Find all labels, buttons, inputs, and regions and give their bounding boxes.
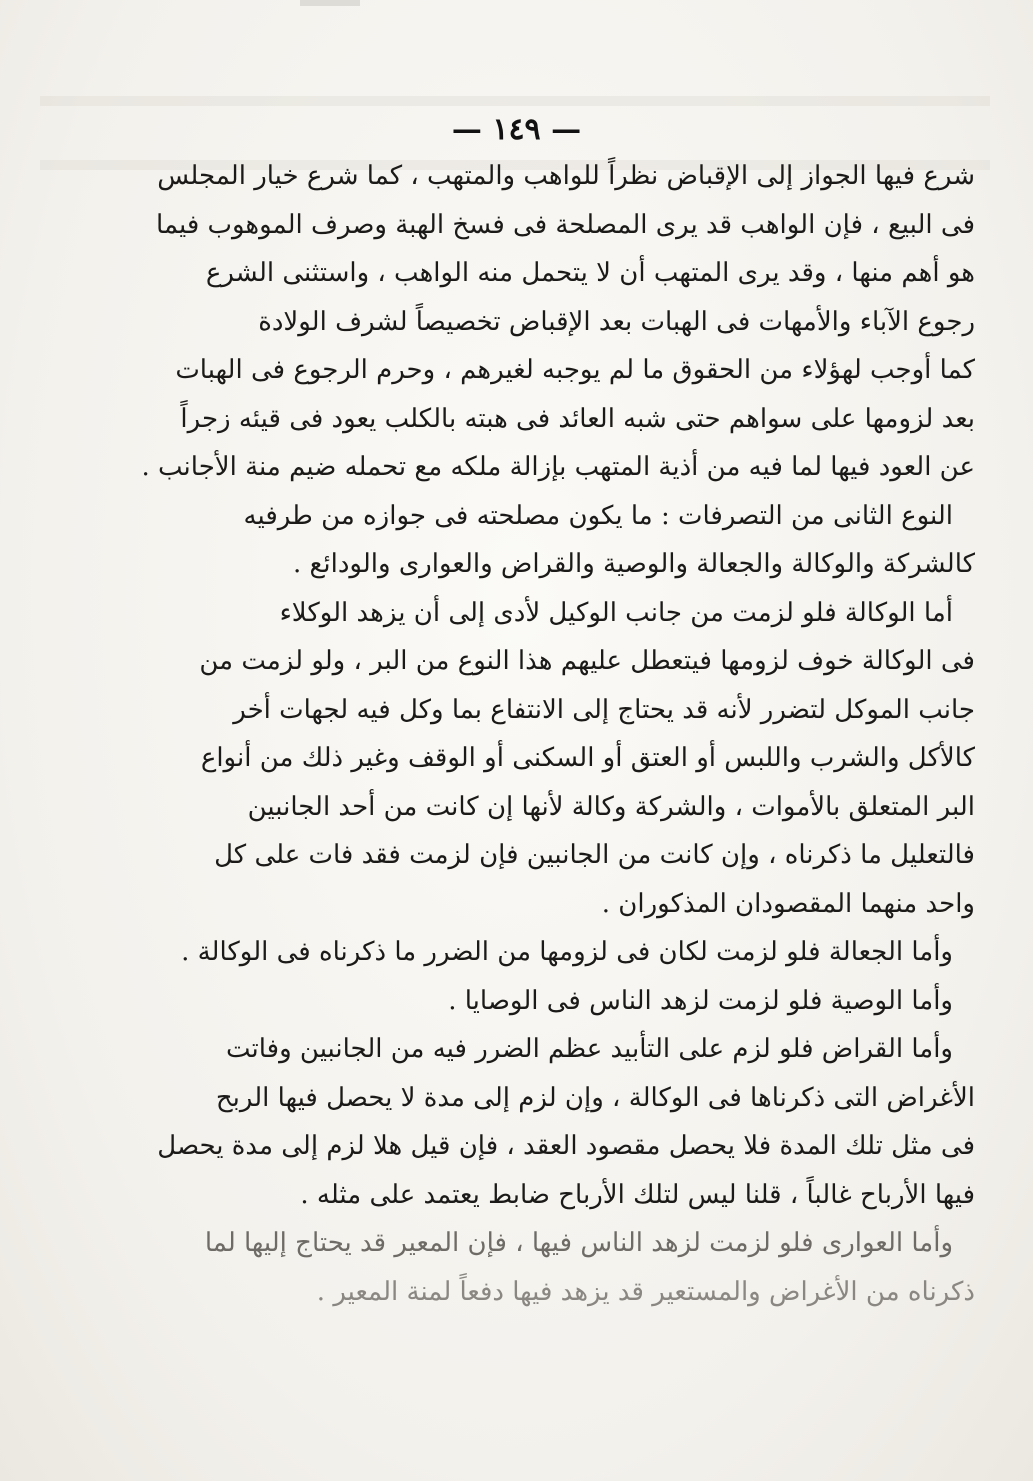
body-text xyxy=(70,152,975,1316)
text-line: شرع فيها الجواز إلى الإقباض نظراً للواهب والمتهب ، كما شرع خيار المجلس xyxy=(157,161,975,191)
text-line: البر المتعلق بالأموات ، والشركة وكالة لأنها إن كانت من أحد الجانبين xyxy=(247,791,975,822)
text-line: هو أهم منها ، وقد يرى المتهب أن لا يتحمل منه الواهب ، واستثنى الشرع xyxy=(205,258,975,288)
text-line: فيها الأرباح غالباً ، قلنا ليس لتلك الأرباح ضابط يعتمد على مثله . xyxy=(300,1179,975,1210)
text-line: رجوع الآباء والأمهات فى الهبات بعد الإقباض تخصيصاً لشرف الولادة xyxy=(258,306,975,337)
text-line: كما أوجب لهؤلاء من الحقوق ما لم يوجبه لغيرهم ، وحرم الرجوع فى الهبات xyxy=(175,355,975,385)
text-line: وأما القراض فلو لزم على التأبيد عظم الضرر فيه من الجانبين وفاتت xyxy=(225,1034,953,1064)
bleed-through-mark xyxy=(300,0,360,6)
text-line: واحد منهما المقصودان المذكوران . xyxy=(601,888,975,919)
text-line: جانب الموكل لتضرر لأنه قد يحتاج إلى الانتفاع بما وكل فيه لجهات أخر xyxy=(233,694,975,725)
text-line: فى الوكالة خوف لزومها فيتعطل عليهم هذا النوع من البر ، ولو لزمت من xyxy=(199,646,975,676)
page-number: — ١٤٩ — xyxy=(451,112,582,147)
text-line: الأغراض التى ذكرناها فى الوكالة ، وإن لزم إلى مدة لا يحصل فيها الربح xyxy=(215,1082,975,1113)
text-line: فالتعليل ما ذكرناه ، وإن كانت من الجانبين فإن لزمت فقد فات على كل xyxy=(214,840,975,870)
text-line: عن العود فيها لما فيه من أذية المتهب بإزالة ملكه مع تحمله ضيم منة الأجانب . xyxy=(141,452,975,482)
text-line: بعد لزومها على سواهم حتى شبه العائد فى هبته بالكلب يعود فى قيئه زجراً xyxy=(180,403,975,434)
text-line: النوع الثانى من التصرفات : ما يكون مصلحته فى جوازه من طرفيه xyxy=(243,500,953,531)
text-line: فى البيع ، فإن الواهب قد يرى المصلحة فى فسخ الهبة وصرف الموهوب فيما xyxy=(156,209,975,240)
text-line: وأما الجعالة فلو لزمت لكان فى لزومها من الضرر ما ذكرناه فى الوكالة . xyxy=(181,937,953,967)
text-line: فى مثل تلك المدة فلا يحصل مقصود العقد ، فإن قيل هلا لزم إلى مدة يحصل xyxy=(157,1131,975,1161)
text-line: وأما الوصية فلو لزمت لزهد الناس فى الوصايا . xyxy=(448,985,953,1016)
text-line: أما الوكالة فلو لزمت من جانب الوكيل لأدى إلى أن يزهد الوكلاء xyxy=(279,597,953,628)
text-line: كالأكل والشرب واللبس أو العتق أو السكنى أو الوقف وغير ذلك من أنواع xyxy=(200,743,975,773)
text-line: كالشركة والوكالة والجعالة والوصية والقراض والعوارى والودائع . xyxy=(293,549,975,579)
bleed-through-line xyxy=(40,96,990,106)
text-line: وأما العوارى فلو لزمت لزهد الناس فيها ، فإن المعير قد يحتاج إليها لما xyxy=(204,1228,953,1258)
text-line: ذكرناه من الأغراض والمستعير قد يزهد فيها دفعاً لمنة المعير . xyxy=(316,1276,975,1307)
